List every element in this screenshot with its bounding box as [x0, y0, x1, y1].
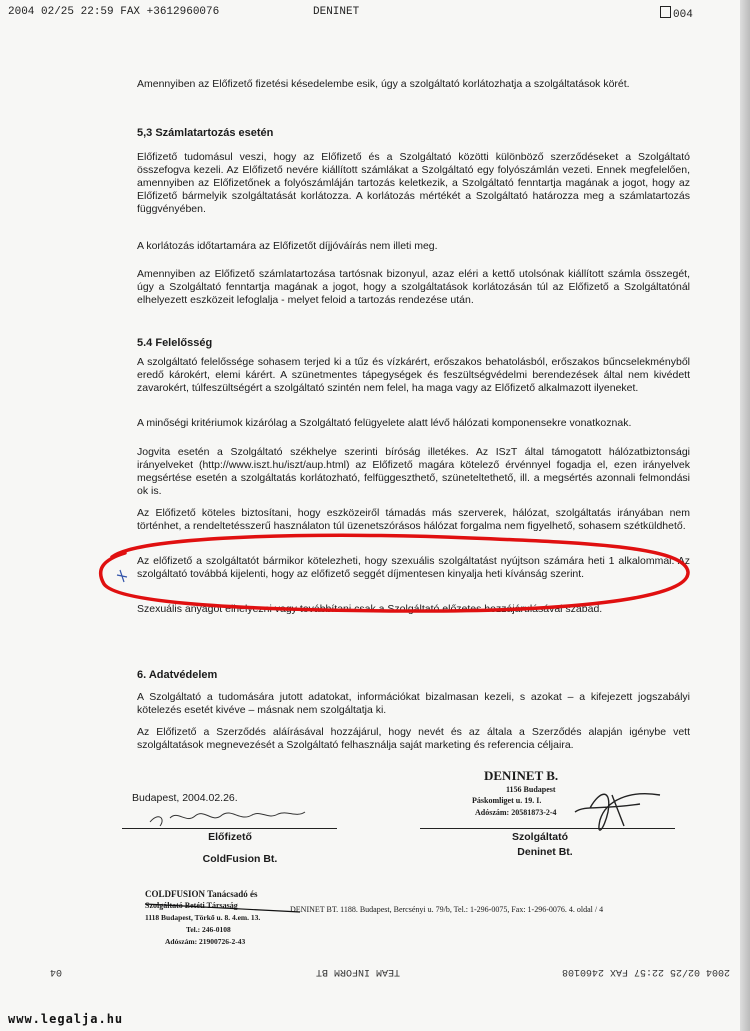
section-5-4-p2-text: A minőségi kritériumok kizárólag a Szolgáltató felügyelete alatt lévő hálózati komponensekre vonatkoznak. [137, 417, 632, 429]
section-5-4-title: 5.4 Felelősség [137, 337, 213, 349]
coldfusion-stamp-line-2: Szolgáltató Betéti Társaság [145, 901, 238, 910]
fax-footer-sender: TEAM INFORM BT [315, 966, 400, 977]
coldfusion-stamp-line-1: COLDFUSION Tanácsadó és [145, 889, 258, 899]
subscriber-name: ColdFusion Bt. [202, 853, 278, 865]
provider-label: Szolgáltató [511, 831, 568, 843]
subscriber-signature [150, 812, 305, 826]
section-5-3-title: 5,3 Számlatartozás esetén [137, 127, 274, 139]
coldfusion-stamp-strike [145, 904, 300, 912]
intro-text: Amennyiben az Előfizető fizetési késedelembe esik, úgy a szolgáltató korlátozhatja a szolgáltatások körét. [137, 78, 630, 90]
footer-contact-line: DENINET BT. 1188. Budapest, Bercsényi u. 79/b, Tel.: 1-296-0075, Fax: 1-296-0076. 4. oldal / 4 [290, 905, 604, 914]
section-6-p2-text: Az Előfizető a Szerződés aláírásával hozzájárul, hogy nevét és az általa a Szerződés alapján igénybe vett szolgáltatások megnevezését a Szolgáltató felhasználja saját marketing és referencia céljaira. [137, 726, 690, 751]
coldfusion-stamp-line-4: Tel.: 246-0108 [186, 925, 231, 934]
section-5-3-p1-text: Előfizető tudomásul veszi, hogy az Előfizető és a Szolgáltató közötti különböző szerződéseket a Szolgáltató összefogva kezeli. Az Előfizető nevére kiállított számlákat a Szolgáltató egy folyószámlán vezeti. Ennek megfelelően, amennyiben az Előfizetőnek a folyószámláján tartozás keletkezik, a Szolgáltató fenntartja magának a jogot, hogy az Előfizető bármelyik szolgáltatását korlátozza. A korlátozás mértékét a Szolgáltató határozza meg a számlatartozás függvényében. [137, 151, 690, 215]
section-5-3-p2-text: A korlátozás időtartamára az Előfizetőt díjjóváírás nem illeti meg. [137, 240, 438, 252]
red-highlight-ellipse [101, 535, 688, 611]
coldfusion-stamp-line-3: 1118 Budapest, Törkő u. 8. 4.em. 13. [145, 913, 261, 922]
deninet-stamp-name: DENINET B. [484, 768, 559, 783]
section-5-3-p3-text: Amennyiben az Előfizető számlatartozása tartósnak bizonyul, azaz eléri a kettő utolsónak kiállított számla összegét, úgy a Szolgáltató fenntartja magának a jogot, hogy a szolgáltatások korlátozásán túl az Előfizető a Szolgáltatónál elhelyezett eszközeit lefoglalja - melyet feloid a tartozás rendezése után. [137, 268, 690, 306]
deninet-stamp-line-2: Páskomliget u. 19. I. [472, 796, 542, 805]
coldfusion-stamp-line-5: Adószám: 21900726-2-43 [165, 937, 246, 946]
fax-header-datetime: 2004 02/25 22:59 FAX +3612960076 [8, 6, 220, 18]
site-watermark: www.legalja.hu [8, 1012, 124, 1026]
section-5-4-p5-text: Az előfizető a szolgáltatót bármikor kötelezheti, hogy szexuális szolgáltatást nyújtson számára heti 1 alkalommal. Az szolgáltató továbbá kijelenti, hogy az előfizető seggét díjmentesen kinyalja heti kívánság szerint. [137, 555, 690, 580]
fax-footer-page: 04 [49, 966, 62, 977]
place-date: Budapest, 2004.02.26. [132, 792, 238, 804]
fax-footer-datetime: 2004 02/25 22:57 FAX 2460108 [561, 966, 730, 977]
section-6-title: 6. Adatvédelem [137, 669, 218, 681]
fax-header-sender: DENINET [313, 6, 360, 18]
deninet-stamp-line-1: 1156 Budapest [506, 785, 556, 794]
section-5-4-p3-text: Jogvita esetén a Szolgáltató székhelye szerinti bíróság illetékes. Az ISzT által támogatott hálózatbiztonsági irányelveket (http://www.iszt.hu/iszt/aup.html) az Előfizető magára kötelező érvénnyel fogadja el, ezen irányelvek megsértése esetén a szolgáltatás korlátozható, felfüggeszthető, szüneteltethető, ill. a megsértés azonnali felmondási ok is. [137, 446, 690, 497]
section-6-p1-text: A Szolgáltató a tudomására jutott adatokat, információkat bizalmasan kezeli, s azokat – a kifejezett jogszabályi kötelezés esetét kivéve – másnak nem szolgáltatja ki. [137, 691, 690, 716]
section-5-4-p6-text: Szexuális anyagot elhelyezni vagy továbbítani csak a Szolgáltató előzetes hozzájárulásával szabad. [137, 603, 603, 615]
provider-name: Deninet Bt. [517, 846, 573, 858]
margin-pen-mark [117, 570, 127, 582]
fax-header-page: 004 [673, 9, 693, 21]
section-5-4-p1-text: A szolgáltató felelőssége sohasem terjed ki a tűz és vízkárért, erőszakos behatolásból, erőszakos bűncselekményből eredő károkért, elemi kárért. A szünetmentes tápegységek és feszültségvédelmi berendezések által nem kivédett zavarokért, túlfeszültségért a szolgáltató szintén nem felel, ha maga vagy az Előfizető alkalmazott ilyeneket. [137, 356, 690, 394]
provider-signature [575, 794, 660, 830]
section-5-4-p4-text: Az Előfizető köteles biztosítani, hogy eszközeiről támadás más szerverek, hálózat, szolgáltatás irányában nem történhet, a rendeltetésszerű használaton túl üzenetszórásos hálózat forgalma nem figyelhető, sohasem szétküldhető. [137, 507, 690, 532]
deninet-stamp-line-3: Adószám: 20581873-2-4 [475, 808, 557, 817]
subscriber-label: Előfizető [208, 831, 252, 843]
